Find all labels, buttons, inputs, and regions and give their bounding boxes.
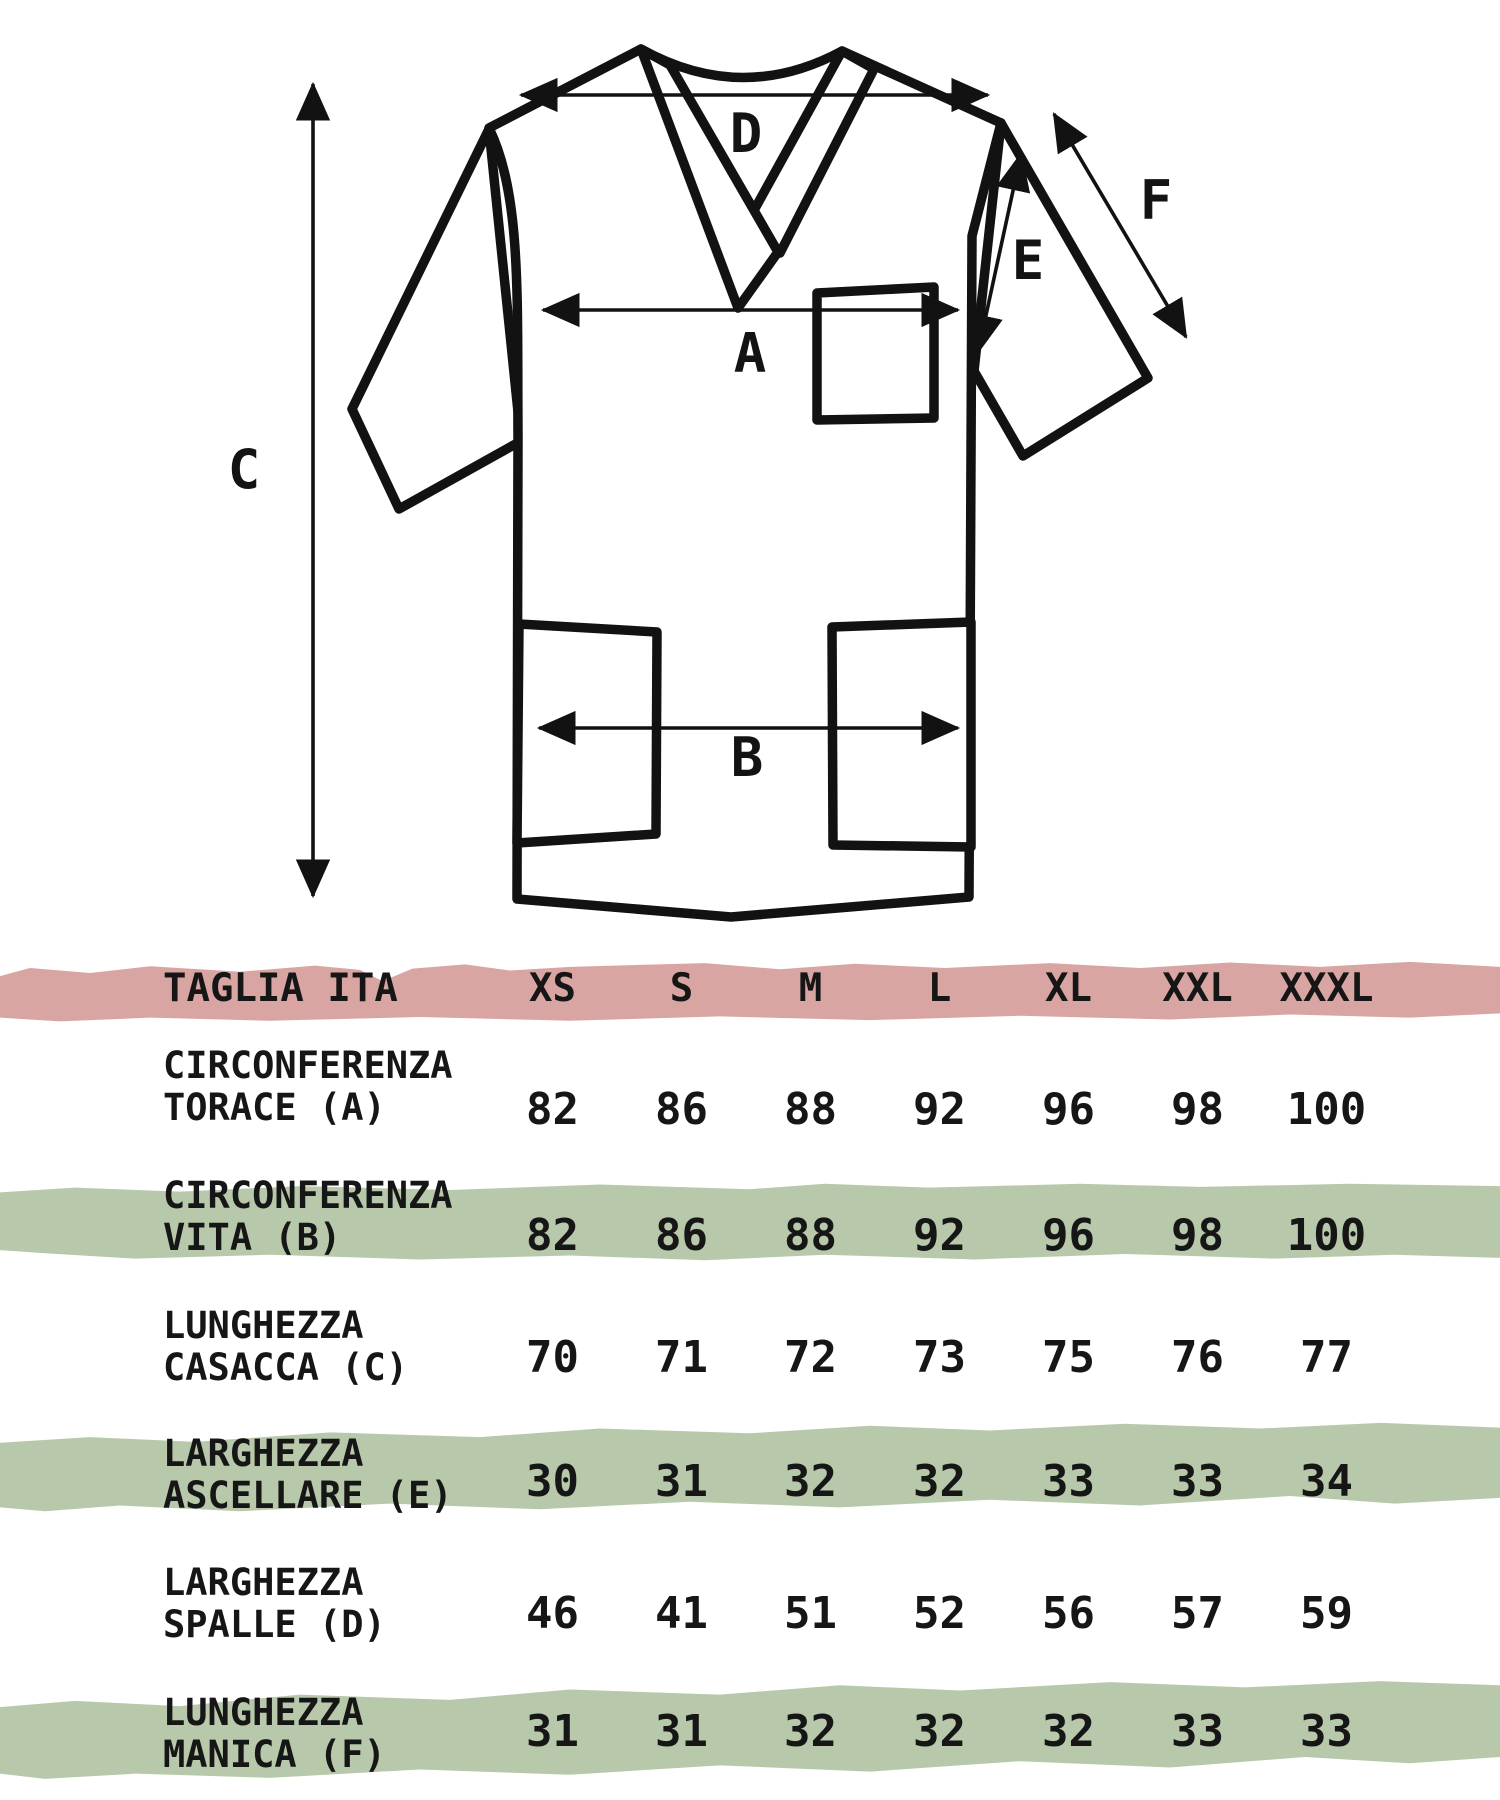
- measurement-value: 51: [784, 1588, 837, 1639]
- row-label-line2: CASACCA (C): [163, 1346, 409, 1389]
- row-label-line1: LUNGHEZZA: [163, 1691, 364, 1734]
- measurement-value: 46: [526, 1588, 579, 1639]
- left-sleeve: [352, 129, 521, 509]
- measurement-value: 88: [784, 1210, 837, 1261]
- measurement-value: 96: [1042, 1210, 1095, 1261]
- row-label-line2: ASCELLARE (E): [163, 1474, 453, 1517]
- row-values-casacca: [0, 1334, 1500, 1394]
- row-label-line2: MANICA (F): [163, 1733, 386, 1776]
- measure-label-f: F: [1139, 169, 1173, 232]
- measurement-value: 32: [784, 1456, 837, 1507]
- row-values-vita: [0, 1212, 1500, 1272]
- measurement-value: 33: [1171, 1456, 1224, 1507]
- measure-label-a: A: [733, 322, 767, 385]
- measurement-value: 59: [1300, 1588, 1353, 1639]
- measurement-value: 88: [784, 1084, 837, 1135]
- size-col-header: XXXL: [1279, 966, 1374, 1011]
- row-label-line1: CIRCONFERENZA: [163, 1174, 453, 1217]
- row-label-line1: LUNGHEZZA: [163, 1304, 364, 1347]
- measurement-value: 70: [526, 1332, 579, 1383]
- size-col-header: M: [798, 966, 823, 1011]
- size-col-header: XL: [1045, 966, 1092, 1011]
- measurement-value: 71: [655, 1332, 708, 1383]
- header-title: TAGLIA ITA: [163, 966, 398, 1011]
- bottom-pocket-left: [517, 624, 657, 843]
- measurement-value: 75: [1042, 1332, 1095, 1383]
- measure-label-c: C: [227, 438, 261, 501]
- measurement-value: 96: [1042, 1084, 1095, 1135]
- row-label-line2: VITA (B): [163, 1216, 342, 1259]
- measurement-value: 52: [913, 1588, 966, 1639]
- measurement-value: 77: [1300, 1332, 1353, 1383]
- measurement-value: 41: [655, 1588, 708, 1639]
- measurement-value: 73: [913, 1332, 966, 1383]
- measurement-value: 56: [1042, 1588, 1095, 1639]
- measurement-value: 31: [655, 1456, 708, 1507]
- measurement-value: 86: [655, 1084, 708, 1135]
- row-values-torace: [0, 1086, 1500, 1146]
- measurement-value: 82: [526, 1210, 579, 1261]
- chest-pocket: [817, 287, 934, 420]
- row-label-line1: LARGHEZZA: [163, 1432, 364, 1475]
- row-label-line2: SPALLE (D): [163, 1603, 386, 1646]
- row-values-ascellare: [0, 1458, 1500, 1518]
- measurement-value: 30: [526, 1456, 579, 1507]
- row-values-manica: [0, 1708, 1500, 1768]
- measurement-value: 57: [1171, 1588, 1224, 1639]
- measurement-value: 98: [1171, 1210, 1224, 1261]
- row-label-line2: TORACE (A): [163, 1086, 386, 1129]
- measurement-value: 92: [913, 1084, 966, 1135]
- measurement-value: 86: [655, 1210, 708, 1261]
- size-col-header: S: [669, 966, 694, 1011]
- size-col-header: XS: [529, 966, 576, 1011]
- measurement-value: 72: [784, 1332, 837, 1383]
- right-sleeve: [974, 123, 1148, 456]
- size-col-header: XXL: [1162, 966, 1233, 1011]
- measurement-value: 100: [1286, 1210, 1367, 1261]
- measure-label-b: B: [730, 726, 764, 789]
- measurement-value: 31: [526, 1706, 579, 1757]
- measurement-value: 32: [784, 1706, 837, 1757]
- measurement-value: 92: [913, 1210, 966, 1261]
- measure-label-d: D: [729, 102, 763, 165]
- size-col-header: L: [927, 966, 952, 1011]
- measure-label-e: E: [1011, 229, 1045, 292]
- measurement-value: 34: [1300, 1456, 1353, 1507]
- measurement-value: 31: [655, 1706, 708, 1757]
- bottom-pocket-right: [832, 622, 971, 847]
- measurement-value: 100: [1286, 1084, 1367, 1135]
- size-header-row: [0, 966, 1500, 1026]
- measurement-value: 98: [1171, 1084, 1224, 1135]
- measurement-value: 33: [1171, 1706, 1224, 1757]
- row-label-line1: LARGHEZZA: [163, 1561, 364, 1604]
- measurement-value: 32: [913, 1456, 966, 1507]
- row-label-line1: CIRCONFERENZA: [163, 1044, 453, 1087]
- measurement-value: 76: [1171, 1332, 1224, 1383]
- row-values-spalle: [0, 1590, 1500, 1650]
- measurement-value: 32: [913, 1706, 966, 1757]
- measurement-value: 33: [1300, 1706, 1353, 1757]
- measurement-value: 82: [526, 1084, 579, 1135]
- measurement-value: 33: [1042, 1456, 1095, 1507]
- measurement-value: 32: [1042, 1706, 1095, 1757]
